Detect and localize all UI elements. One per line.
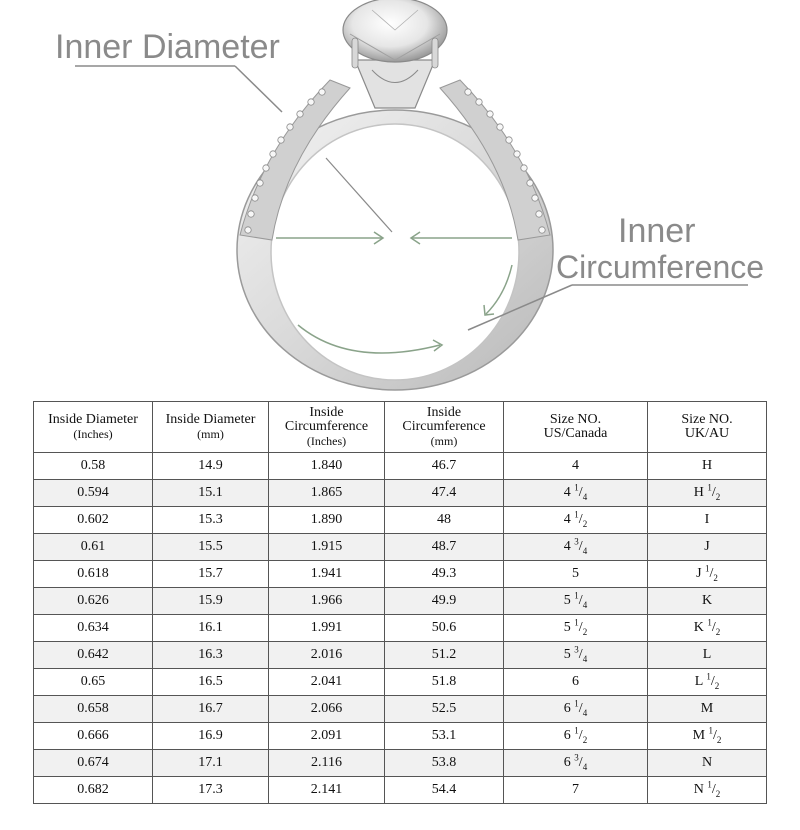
cell-inside-diameter-inches: 0.61	[34, 534, 153, 561]
size-value: J	[696, 566, 702, 581]
header-inside-diameter-mm	[153, 402, 269, 453]
fraction-denominator: 2	[716, 734, 722, 745]
fraction-numerator: 3	[574, 536, 579, 547]
cell-inside-diameter-mm: 15.5	[153, 534, 269, 561]
header-unit: (mm)	[197, 427, 224, 441]
header-line: UK/AU	[684, 426, 730, 441]
table-row	[34, 642, 767, 669]
cell-inside-diameter-inches: 0.602	[34, 507, 153, 534]
cell-inside-diameter-mm: 16.1	[153, 615, 269, 642]
cell-inside-diameter-mm: 16.5	[153, 669, 269, 696]
header-size-us-canada	[504, 402, 648, 453]
cell-inside-diameter-mm: 17.3	[153, 777, 269, 804]
fraction-numerator: 1	[708, 725, 714, 736]
size-value: 4	[563, 485, 571, 500]
cell-inside-circumference-mm: 51.8	[385, 669, 504, 696]
cell-inside-circumference-inches: 1.840	[269, 453, 385, 480]
cell-inside-circumference-mm: 51.2	[385, 642, 504, 669]
table-row	[34, 453, 767, 480]
fraction-denominator: 2	[715, 491, 721, 502]
cell-size-us-canada: 5 $^1/_4$	[504, 588, 648, 615]
cell-size-uk-au	[648, 453, 767, 480]
cell-size-us-canada	[504, 669, 648, 696]
cell-inside-diameter-mm: 16.3	[153, 642, 269, 669]
size-value: 5	[563, 593, 571, 608]
cell-size-uk-au: J $^1/_2$	[648, 561, 767, 588]
fraction-denominator: 2	[582, 734, 588, 745]
size-value: H	[693, 485, 704, 500]
size-value: 6	[572, 674, 579, 689]
cell-inside-circumference-mm: 48.7	[385, 534, 504, 561]
fraction-denominator: 2	[715, 626, 721, 637]
size-value: L	[702, 647, 712, 662]
cell-size-uk-au	[648, 750, 767, 777]
cell-size-us-canada: 4 $^3/_4$	[504, 534, 648, 561]
cell-inside-circumference-mm: 48	[385, 507, 504, 534]
cell-size-us-canada: 4 $^1/_2$	[504, 507, 648, 534]
size-value: M	[692, 728, 706, 743]
header-inside-circumference-inches	[269, 402, 385, 453]
fraction-numerator: 1	[574, 482, 579, 493]
cell-inside-diameter-inches: 0.682	[34, 777, 153, 804]
cell-inside-circumference-inches: 2.041	[269, 669, 385, 696]
ring-band	[237, 80, 553, 390]
table-row	[34, 561, 767, 588]
table-row	[34, 696, 767, 723]
table-row	[34, 723, 767, 750]
header-unit: (Inches)	[73, 427, 113, 441]
cell-inside-circumference-inches: 2.141	[269, 777, 385, 804]
fraction-numerator: 1	[707, 617, 712, 628]
cell-inside-circumference-mm: 49.3	[385, 561, 504, 588]
fraction-numerator: 1	[706, 671, 711, 682]
fraction-denominator: 4	[582, 653, 588, 664]
cell-inside-diameter-inches: 0.674	[34, 750, 153, 777]
cell-size-uk-au	[648, 534, 767, 561]
header-line: Inside Diameter	[48, 412, 138, 427]
size-value: 6	[563, 701, 571, 716]
cell-inside-circumference-inches: 2.016	[269, 642, 385, 669]
cell-size-uk-au	[648, 588, 767, 615]
table-row	[34, 534, 767, 561]
cell-size-us-canada: 6 $^1/_2$	[504, 723, 648, 750]
cell-inside-diameter-inches: 0.594	[34, 480, 153, 507]
table-row	[34, 777, 767, 804]
fraction-numerator: 1	[574, 590, 579, 601]
size-value: H	[701, 458, 713, 473]
cell-size-uk-au	[648, 642, 767, 669]
cell-size-uk-au: H $^1/_2$	[648, 480, 767, 507]
size-value: 5	[563, 620, 571, 635]
cell-size-uk-au: N $^1/_2$	[648, 777, 767, 804]
fraction-denominator: 2	[582, 518, 588, 529]
cell-inside-circumference-mm: 49.9	[385, 588, 504, 615]
header-size-uk-au	[648, 402, 767, 453]
header-line: Inside	[309, 405, 344, 420]
cell-size-uk-au: K $^1/_2$	[648, 615, 767, 642]
cell-inside-diameter-inches: 0.658	[34, 696, 153, 723]
fraction-denominator: 2	[713, 572, 718, 583]
cell-size-us-canada	[504, 453, 648, 480]
table-row	[34, 615, 767, 642]
cell-inside-diameter-inches: 0.666	[34, 723, 153, 750]
fraction-denominator: 2	[715, 788, 721, 799]
cell-inside-diameter-inches: 0.58	[34, 453, 153, 480]
size-value: 6	[563, 728, 571, 743]
header-line: Inside Diameter	[165, 412, 256, 427]
cell-size-uk-au	[648, 696, 767, 723]
inner-label: Inner	[618, 212, 696, 250]
cell-inside-circumference-inches: 1.966	[269, 588, 385, 615]
size-value: 4	[572, 458, 579, 473]
circumference-label: Circumference	[556, 249, 765, 285]
cell-inside-circumference-inches: 1.865	[269, 480, 385, 507]
cell-size-uk-au: M $^1/_2$	[648, 723, 767, 750]
size-value: 5	[572, 566, 579, 581]
table-header-row	[34, 402, 767, 453]
size-value: 7	[572, 782, 579, 797]
header-line: Size NO.	[681, 412, 733, 427]
cell-inside-circumference-inches: 2.091	[269, 723, 385, 750]
ring-diagram	[0, 0, 800, 400]
size-value: 4	[563, 512, 571, 527]
fraction-numerator: 1	[574, 509, 579, 520]
header-line: Circumference	[402, 419, 486, 434]
fraction-numerator: 1	[707, 482, 712, 493]
fraction-denominator: 4	[582, 491, 588, 502]
cell-inside-circumference-mm: 54.4	[385, 777, 504, 804]
cell-size-us-canada: 5 $^3/_4$	[504, 642, 648, 669]
fraction-numerator: 1	[574, 698, 579, 709]
size-value: M	[700, 701, 714, 716]
header-line: Circumference	[284, 419, 369, 434]
cell-inside-circumference-inches: 2.066	[269, 696, 385, 723]
table-row	[34, 669, 767, 696]
fraction-denominator: 4	[582, 599, 588, 610]
fraction-denominator: 4	[582, 545, 588, 556]
cell-inside-circumference-inches: 1.991	[269, 615, 385, 642]
cell-inside-circumference-mm: 50.6	[385, 615, 504, 642]
header-unit: (Inches)	[306, 434, 347, 448]
cell-inside-diameter-inches: 0.642	[34, 642, 153, 669]
cell-inside-diameter-mm: 14.9	[153, 453, 269, 480]
header-line: Size NO.	[549, 412, 602, 427]
cell-size-us-canada	[504, 777, 648, 804]
header-inside-circumference-mm	[385, 402, 504, 453]
fraction-denominator: 4	[582, 761, 588, 772]
fraction-numerator: 1	[574, 725, 579, 736]
cell-size-us-canada	[504, 561, 648, 588]
ring-size-table	[33, 401, 767, 804]
table-row	[34, 480, 767, 507]
fraction-denominator: 2	[582, 626, 588, 637]
size-value: 5	[563, 647, 571, 662]
cell-inside-circumference-mm: 46.7	[385, 453, 504, 480]
cell-inside-diameter-mm: 16.9	[153, 723, 269, 750]
cell-inside-diameter-inches: 0.65	[34, 669, 153, 696]
header-unit: (mm)	[430, 434, 458, 448]
table-body	[34, 453, 767, 804]
cell-inside-circumference-inches: 1.890	[269, 507, 385, 534]
table-row	[34, 588, 767, 615]
cell-inside-diameter-mm: 16.7	[153, 696, 269, 723]
size-value: I	[704, 512, 710, 527]
cell-inside-circumference-mm: 53.8	[385, 750, 504, 777]
cell-size-us-canada: 6 $^1/_4$	[504, 696, 648, 723]
cell-inside-diameter-mm: 15.1	[153, 480, 269, 507]
size-value: 6	[563, 755, 571, 770]
cell-inside-diameter-inches: 0.618	[34, 561, 153, 588]
cell-size-us-canada: 6 $^3/_4$	[504, 750, 648, 777]
cell-inside-circumference-mm: 47.4	[385, 480, 504, 507]
size-value: N	[701, 755, 713, 770]
fraction-numerator: 1	[574, 617, 579, 628]
fraction-numerator: 3	[574, 644, 579, 655]
size-value: L	[694, 674, 703, 689]
cell-inside-diameter-mm: 15.9	[153, 588, 269, 615]
size-value: K	[693, 620, 704, 635]
table-row	[34, 750, 767, 777]
cell-inside-circumference-inches: 1.915	[269, 534, 385, 561]
cell-size-uk-au	[648, 507, 767, 534]
cell-inside-circumference-mm: 52.5	[385, 696, 504, 723]
cell-size-uk-au: L $^1/_2$	[648, 669, 767, 696]
cell-inside-circumference-mm: 53.1	[385, 723, 504, 750]
cell-size-us-canada: 4 $^1/_4$	[504, 480, 648, 507]
cell-inside-diameter-mm: 15.3	[153, 507, 269, 534]
center-stone-setting	[343, 0, 447, 108]
cell-size-us-canada: 5 $^1/_2$	[504, 615, 648, 642]
header-inside-diameter-inches	[34, 402, 153, 453]
cell-inside-circumference-inches: 2.116	[269, 750, 385, 777]
table-row	[34, 507, 767, 534]
inner-diameter-leader-diagonal	[235, 66, 282, 112]
size-value: J	[704, 539, 710, 554]
fraction-denominator: 4	[582, 707, 588, 718]
fraction-numerator: 3	[574, 752, 579, 763]
cell-inside-diameter-inches: 0.626	[34, 588, 153, 615]
cell-inside-diameter-mm: 15.7	[153, 561, 269, 588]
header-line: Inside	[426, 405, 462, 420]
size-value: K	[701, 593, 713, 608]
size-value: N	[693, 782, 704, 797]
inner-diameter-label: Inner Diameter	[55, 28, 280, 66]
cell-inside-diameter-inches: 0.634	[34, 615, 153, 642]
fraction-numerator: 1	[705, 563, 710, 574]
fraction-numerator: 1	[707, 779, 712, 790]
size-value: 4	[563, 539, 571, 554]
fraction-denominator: 2	[714, 680, 720, 691]
cell-inside-diameter-mm: 17.1	[153, 750, 269, 777]
header-line: US/Canada	[543, 426, 608, 441]
cell-inside-circumference-inches: 1.941	[269, 561, 385, 588]
